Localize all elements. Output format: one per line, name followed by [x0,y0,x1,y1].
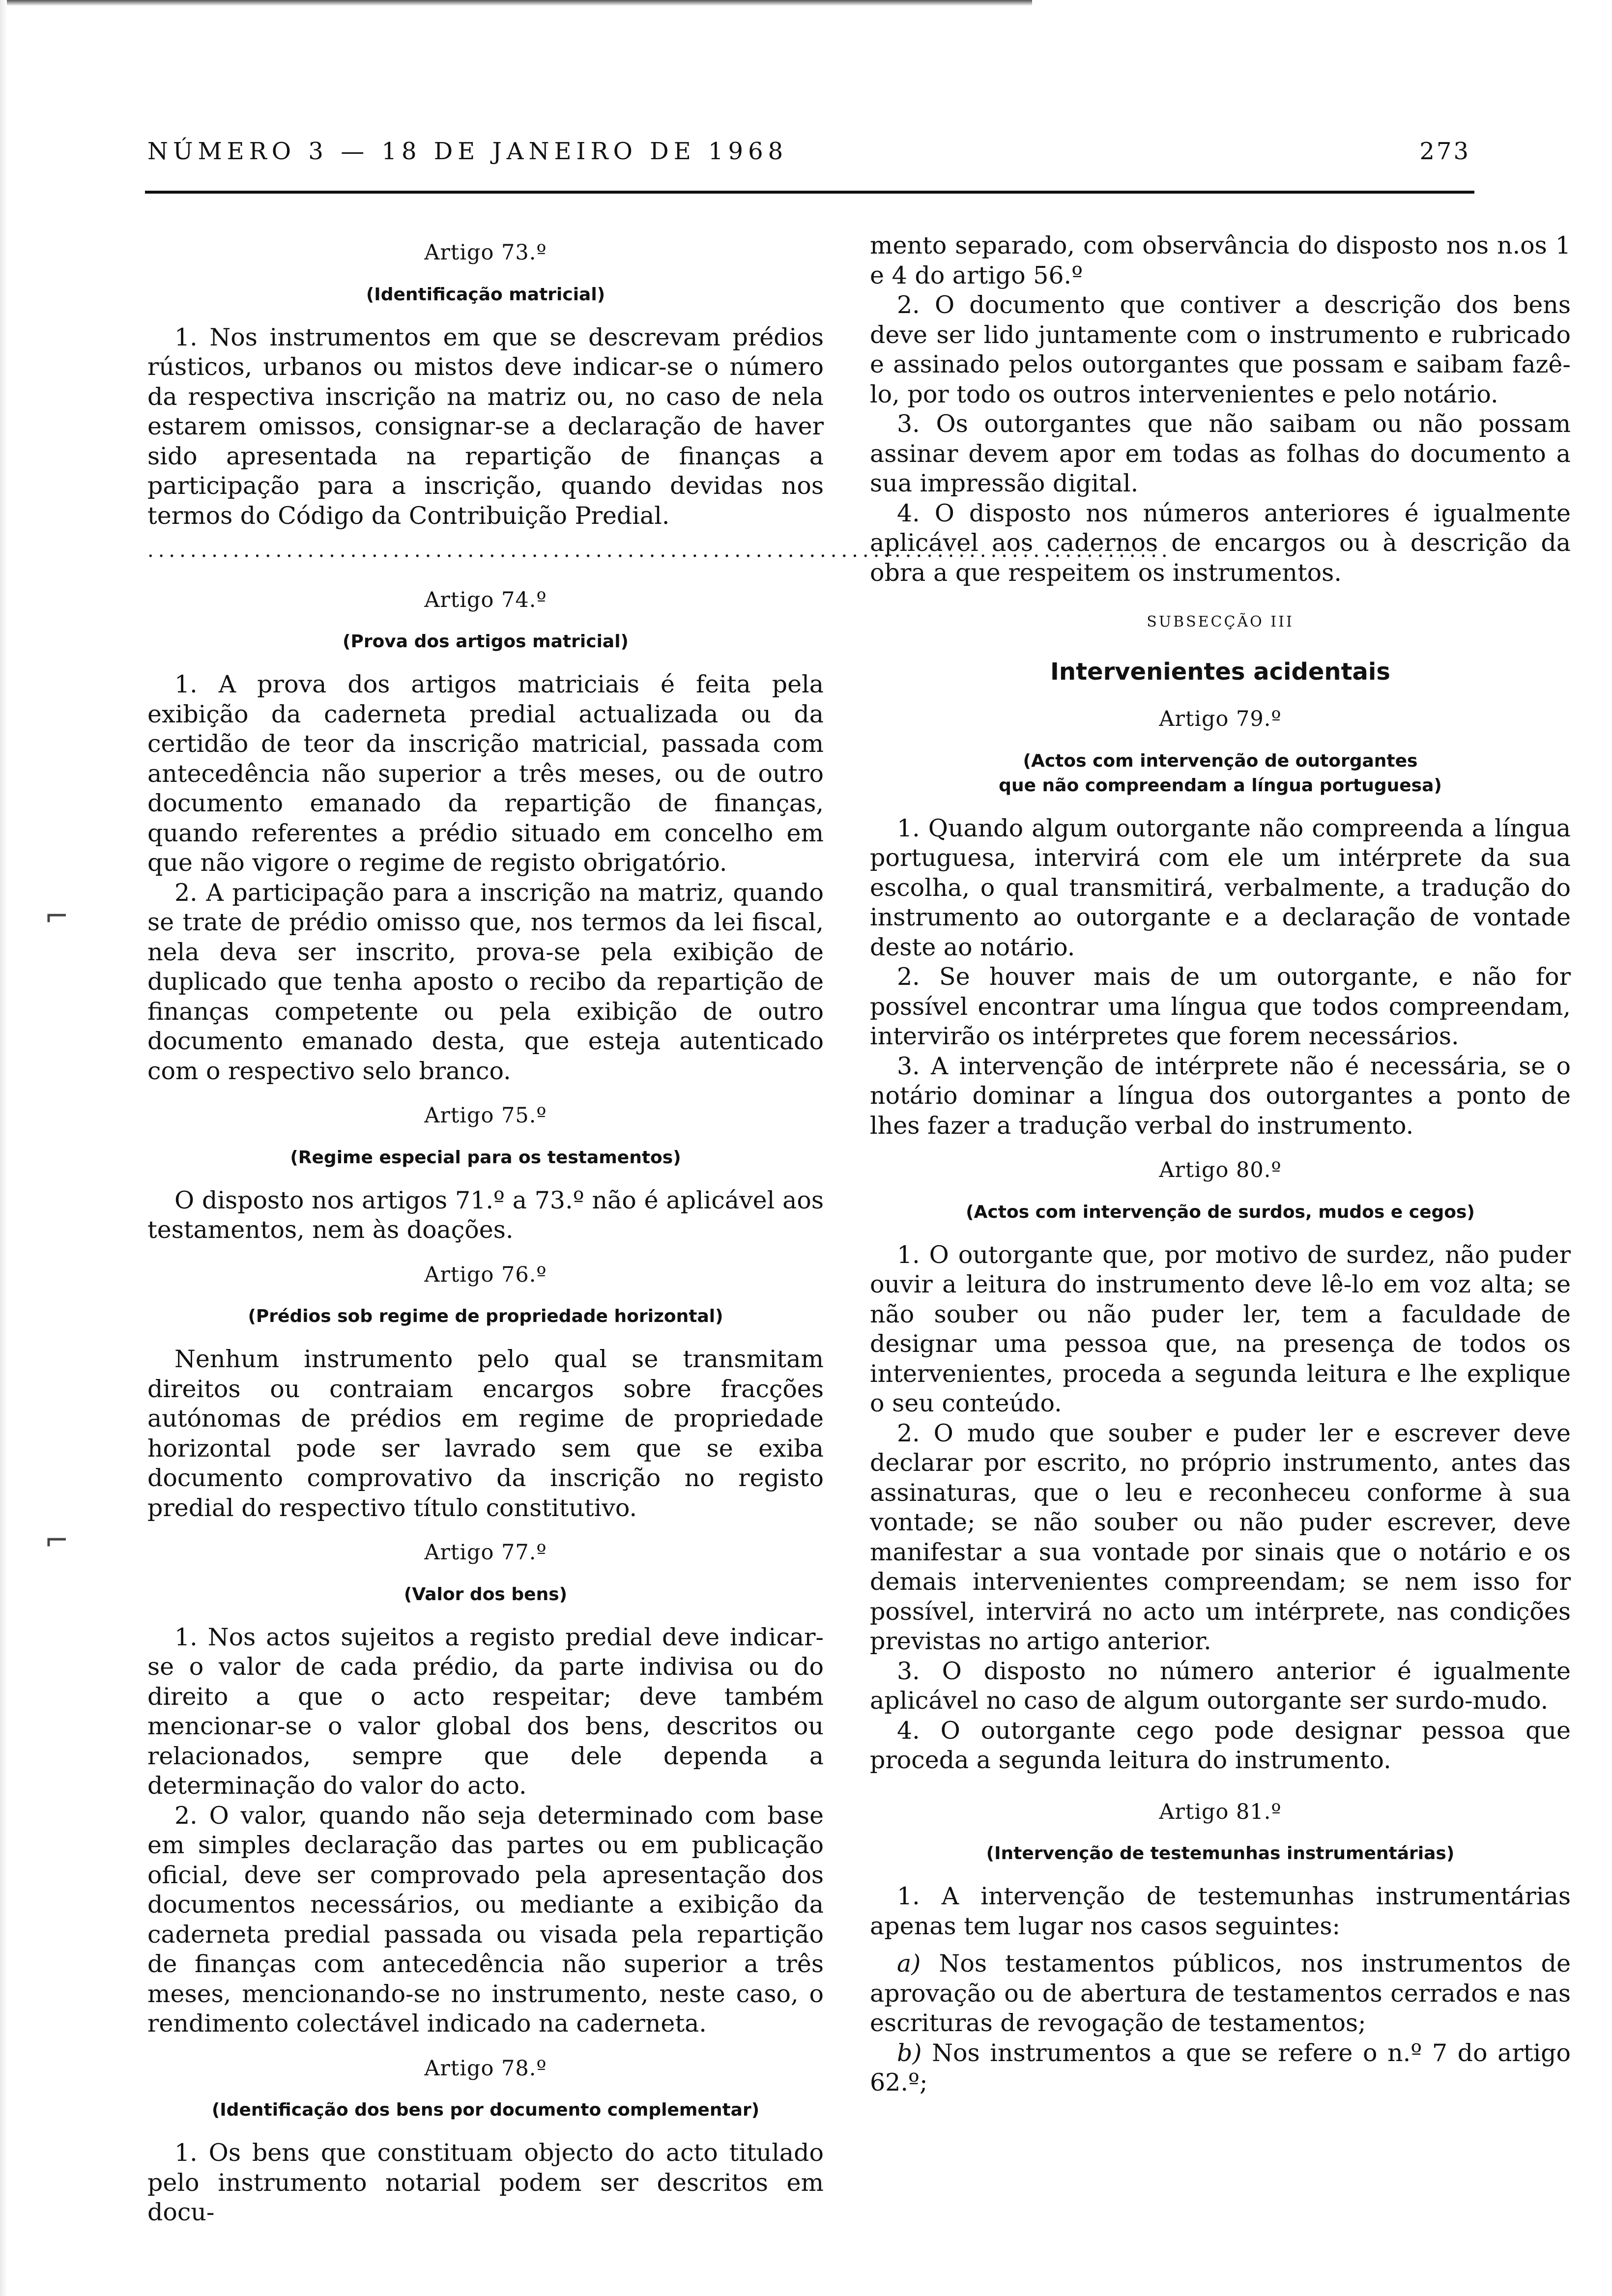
article-75-title: Artigo 75.º [424,1103,547,1128]
article-80-heading: (Actos com intervenção de surdos, mudos e cegos) [966,1202,1475,1222]
article-74-title: Artigo 74.º [424,587,547,612]
article-80-p4: 4. O outorgante cego pode designar pessoa que proceda a segunda leitura do instrumento. [870,1716,1571,1774]
article-81-alinea-a [870,1949,1571,2038]
article-80-p2: 2. O mudo que souber e puder ler e escrever deve declarar por escrito, no próprio instrumento, antes das assinaturas, que o leu e reconheceu conforme à sua vontade; se não souber ou não puder escrever, deve manifestar a sua vontade por sinais que o notário e os demais intervenientes compreendam; se nem isso for possível, intervirá no acto um intérprete, nas condições previstas no artigo anterior. [870,1419,1571,1655]
right-column [870,231,1571,2098]
subsection-label: SUBSECÇÃO III [1147,613,1294,631]
article-79-heading [870,749,1571,798]
scan-left-edge [0,0,7,2296]
header-issue-date: NÚMERO 3 — 18 DE JANEIRO DE 1968 [147,138,788,165]
article-79-p2: 2. Se houver mais de um outorgante, e não for possível encontrar uma língua que todos compreendam, intervirão os intérpretes que forem necessários. [870,963,1571,1050]
margin-mark-icon: ⌐ [44,899,69,934]
article-75-heading: (Regime especial para os testamentos) [290,1147,681,1168]
page-number: 273 [1419,138,1470,165]
alinea-b-text: Nos instrumentos a que se refere o n.º 7 do artigo 62.º; [870,2038,1571,2096]
article-76-heading: (Prédios sob regime de propriedade horizontal) [248,1306,723,1326]
article-73-heading: (Identificação matricial) [366,284,605,305]
article-79-heading-line1: (Actos com intervenção de outorgantes [1023,750,1418,771]
article-74-p2: 2. A participação para a inscrição na matriz, quando se trate de prédio omisso que, nos termos da lei fiscal, nela deva ser inscrito, prova-se pela exibição de duplicado que tenha aposto o recibo da repartição de finanças competente ou pela exibição de outro documento emanado desta, que esteja autenticado com o respectivo selo branco. [147,878,824,1085]
article-75-p1: O disposto nos artigos 71.º a 73.º não é aplicável aos testamentos, nem às doações. [147,1186,824,1244]
article-78-p4: 4. O disposto nos números anteriores é igualmente aplicável aos cadernos de encargos ou à descrição da obra a que respeitem os instrumentos. [870,499,1571,587]
article-78-continuation: mento separado, com observância do disposto nos n.os 1 e 4 do artigo 56.º [870,231,1571,289]
article-73-p1: 1. Nos instrumentos em que se descrevam prédios rústicos, urbanos ou mistos deve indicar-se o número da respectiva inscrição na matriz ou, no caso de nela estarem omissos, consignar-se a declaração de haver sido apresentada na repartição de finanças a participação para a inscrição, quando devidas nos termos do Código da Contribuição Predial. [147,323,824,530]
article-74-p1: 1. A prova dos artigos matriciais é feita pela exibição da caderneta predial actualizada ou da certidão de teor da inscrição matricial, passada com antecedência não superior a três meses, ou de outro documento emanado da repartição de finanças, quando referentes a prédio situado em concelho em que não vigore o regime de registo obrigatório. [147,670,824,877]
article-78-p1: 1. Os bens que constituam objecto do acto titulado pelo instrumento notarial podem ser descritos em docu- [147,2139,824,2226]
article-81-heading: (Intervenção de testemunhas instrumentárias) [986,1843,1455,1864]
article-79-title: Artigo 79.º [1159,707,1282,731]
article-77-heading: (Valor dos bens) [403,1584,568,1605]
article-78-p2: 2. O documento que contiver a descrição dos bens deve ser lido juntamente com o instrumento e rubricado e assinado pelos outorgantes que possam e saibam fazê-lo, por todo os outros intervenientes e pelo notário. [870,291,1571,408]
article-74-heading: (Prova dos artigos matricial) [342,631,629,652]
alinea-b-label: b) [897,2038,922,2067]
article-80-title: Artigo 80.º [1159,1158,1282,1182]
article-78-title: Artigo 78.º [424,2056,547,2081]
page-header [147,138,1470,167]
article-81-alinea-b [870,2038,1571,2098]
margin-mark-icon: ⌐ [44,1523,69,1558]
left-column [147,231,1172,2228]
article-79-p3: 3. A intervenção de intérprete não é necessária, se o notário dominar a língua dos outorgantes a ponto de lhes fazer a tradução verbal do instrumento. [870,1052,1571,1140]
article-76-p1: Nenhum instrumento pelo qual se transmitam direitos ou contraiam encargos sobre fracções autónomas de prédios em regime de propriedade horizontal pode ser lavrado sem que se exiba documento comprovativo da inscrição no registo predial do respectivo título constitutivo. [147,1345,824,1522]
article-80-p1: 1. O outorgante que, por motivo de surdez, não puder ouvir a leitura do instrumento deve lê-lo em voz alta; se não souber ou não puder ler, tem a faculdade de designar uma pessoa que, na presença de todos os intervenientes, proceda a segunda leitura e lhe explique o seu conteúdo. [870,1240,1571,1417]
article-77-p1: 1. Nos actos sujeitos a registo predial deve indicar-se o valor de cada prédio, da parte indivisa ou do direito a que o acto respeitar; deve também mencionar-se o valor global dos bens, descritos ou relacionados, sempre que dele dependa a determinação do valor do acto. [147,1623,824,1800]
article-81-title: Artigo 81.º [1159,1799,1282,1824]
alinea-a-text: Nos testamentos públicos, nos instrumentos de aprovação ou de abertura de testamentos cerrados e nas escrituras de revogação de testamentos; [870,1950,1571,2037]
alinea-a-label: a) [897,1950,921,1978]
ellipsis-divider: ................................................................................................ [147,539,1172,562]
header-rule [145,191,1474,194]
article-73-title: Artigo 73.º [424,240,547,265]
article-81-p1: 1. A intervenção de testemunhas instrumentárias apenas tem lugar nos casos seguintes: [870,1882,1571,1940]
article-76-title: Artigo 76.º [424,1262,547,1287]
article-79-heading-line2: que não compreendam a língua portuguesa) [999,775,1442,796]
scan-top-edge [0,0,1032,6]
article-79-p1: 1. Quando algum outorgante não compreenda a língua portuguesa, intervirá com ele um intérprete da sua escolha, o qual transmitirá, verbalmente, a tradução do instrumento ao outorgante e a declaração de vontade deste ao notário. [870,814,1571,961]
article-78-heading: (Identificação dos bens por documento complementar) [211,2100,760,2120]
section-title: Intervenientes acidentais [1050,658,1390,686]
article-78-p3: 3. Os outorgantes que não saibam ou não possam assinar devem apor em todas as folhas do documento a sua impressão digital. [870,410,1571,497]
article-77-title: Artigo 77.º [424,1540,547,1565]
article-77-p2: 2. O valor, quando não seja determinado com base em simples declaração das partes ou em publicação oficial, deve ser comprovado pela apresentação dos documentos necessários, ou mediante a exibição da caderneta predial passada ou visada pela repartição de finanças com antecedência não superior a três meses, mencionando-se no instrumento, neste caso, o rendimento colectável indicado na caderneta. [147,1801,824,2038]
article-80-p3: 3. O disposto no número anterior é igualmente aplicável no caso de algum outorgante ser surdo-mudo. [870,1657,1571,1715]
